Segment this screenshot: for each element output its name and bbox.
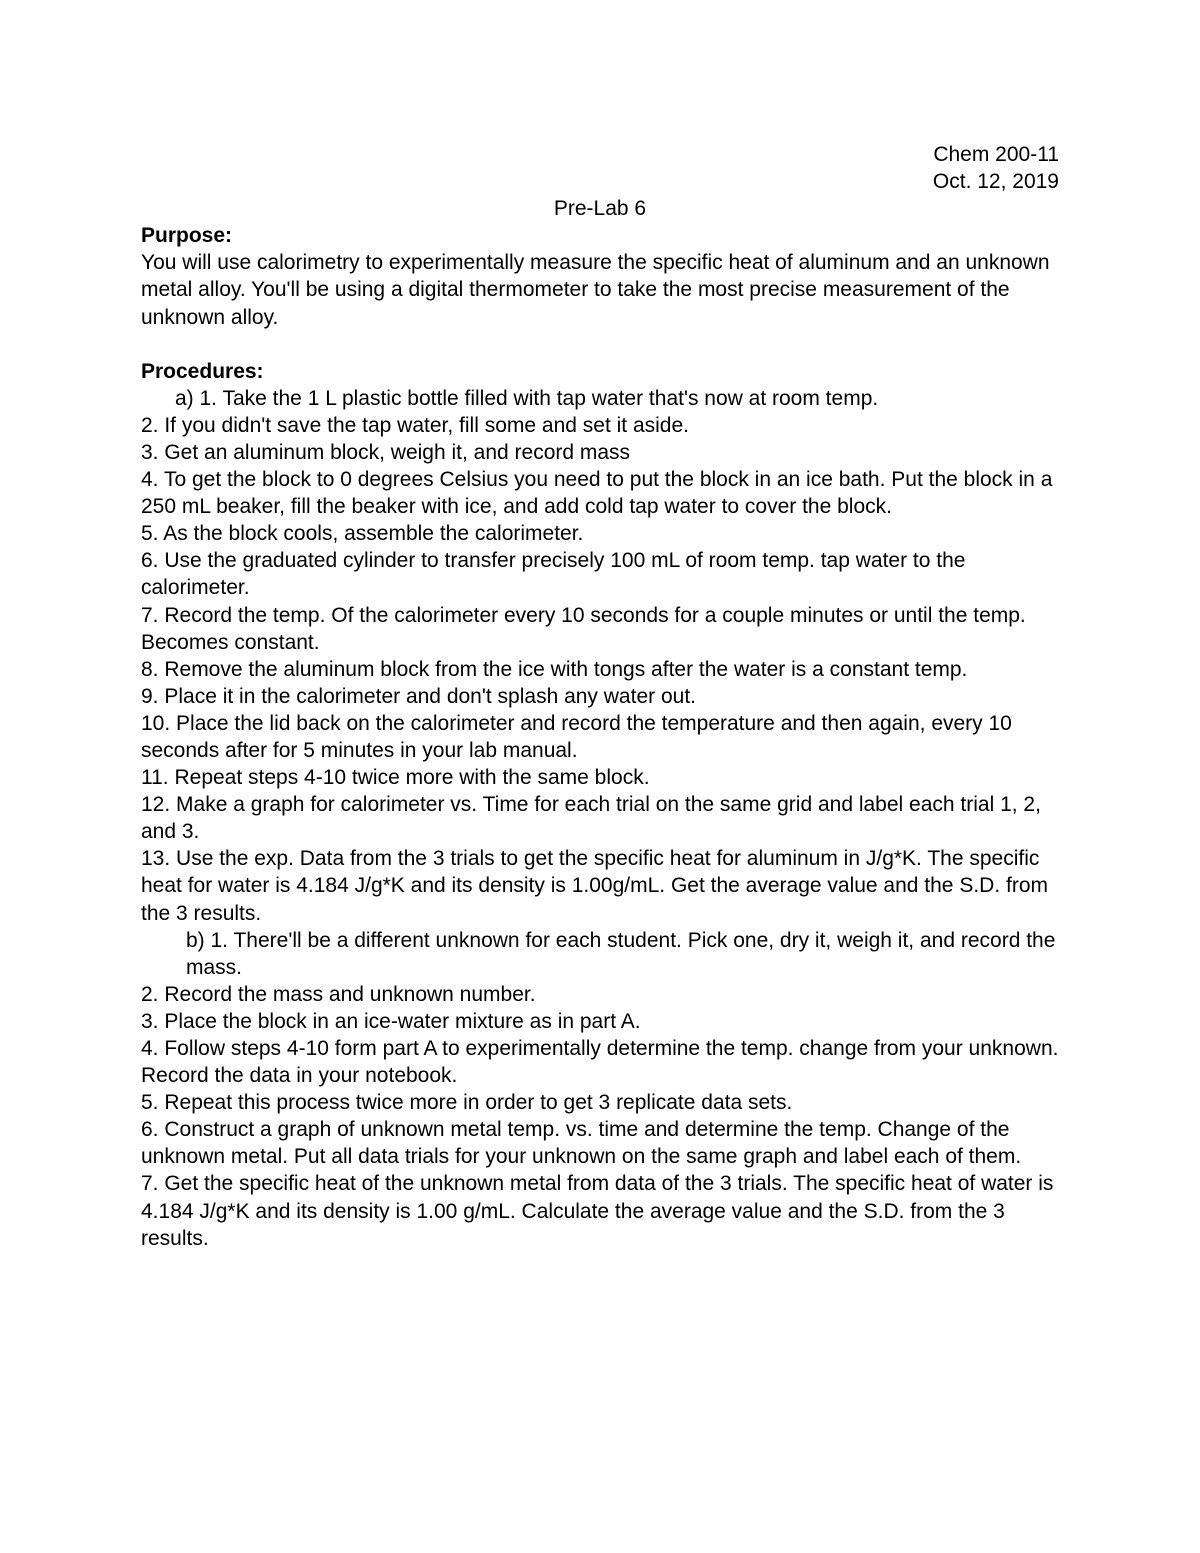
procedure-part-b bbox=[141, 927, 1059, 1252]
procedure-step-a6: 6. Use the graduated cylinder to transfer precisely 100 mL of room temp. tap water to the calorimeter. bbox=[141, 549, 966, 600]
header-course: Chem 200-11 bbox=[933, 143, 1059, 166]
procedure-step-b1: b) 1. There'll be a different unknown for each student. Pick one, dry it, weigh it, and record the mass. bbox=[186, 928, 1056, 979]
procedure-step-b5: 5. Repeat this process twice more in order to get 3 replicate data sets. bbox=[141, 1091, 793, 1115]
procedure-step-a1: a) 1. Take the 1 L plastic bottle filled with tap water that's now at room temp. bbox=[175, 386, 879, 410]
procedure-step-a5: 5. As the block cools, assemble the calorimeter. bbox=[141, 522, 584, 546]
procedure-step-a8: 8. Remove the aluminum block from the ice with tongs after the water is a constant temp. bbox=[141, 657, 968, 681]
procedure-step-a4: 4. To get the block to 0 degrees Celsius you need to put the block in an ice bath. Put the block in a 250 mL beaker, fill the beaker with ice, and add cold tap water to cover the block. bbox=[141, 468, 1053, 519]
procedures-heading: Procedures: bbox=[141, 359, 264, 383]
procedure-step-b6: 6. Construct a graph of unknown metal temp. vs. time and determine the temp. Change of the unknown metal. Put all data trials for your unknown on the same graph and label each of them. bbox=[141, 1118, 1022, 1169]
purpose-text: You will use calorimetry to experimentally measure the specific heat of aluminum and an unknown metal alloy. You'll be using a digital thermometer to take the most precise measurement of the unknown alloy. bbox=[141, 251, 1050, 329]
document-page bbox=[141, 141, 1059, 1252]
procedure-step-b3: 3. Place the block in an ice-water mixture as in part A. bbox=[141, 1009, 641, 1033]
procedure-step-a7: 7. Record the temp. Of the calorimeter every 10 seconds for a couple minutes or until the temp. Becomes constant. bbox=[141, 603, 1026, 654]
procedure-step-b2: 2. Record the mass and unknown number. bbox=[141, 982, 536, 1006]
procedure-step-a11: 11. Repeat steps 4-10 twice more with the same block. bbox=[141, 766, 650, 790]
procedure-step-a2: 2. If you didn't save the tap water, fill some and set it aside. bbox=[141, 413, 689, 437]
procedure-step-a13: 13. Use the exp. Data from the 3 trials to get the specific heat for aluminum in J/g*K. The specific heat for water is 4.184 J/g*K and its density is 1.00g/mL. Get the average value and the S.D. from the 3 results. bbox=[141, 847, 1048, 925]
procedure-step-a9: 9. Place it in the calorimeter and don't splash any water out. bbox=[141, 684, 696, 708]
procedure-step-a12: 12. Make a graph for calorimeter vs. Time for each trial on the same grid and label each trial 1, 2, and 3. bbox=[141, 793, 1041, 844]
section-spacer bbox=[141, 331, 1059, 358]
header-date: Oct. 12, 2019 bbox=[932, 170, 1059, 194]
procedure-step-a10: 10. Place the lid back on the calorimeter and record the temperature and then again, every 10 seconds after for 5 minutes in your lab manual. bbox=[141, 711, 1012, 762]
procedure-part-a bbox=[141, 385, 1059, 927]
procedure-step-b7: 7. Get the specific heat of the unknown metal from data of the 3 trials. The specific heat of water is 4.184 J/g*K and its density is 1.00 g/mL. Calculate the average value and the S.D. from the 3 results. bbox=[141, 1172, 1054, 1250]
procedure-step-b4: 4. Follow steps 4-10 form part A to experimentally determine the temp. change from your unknown. Record the data in your notebook. bbox=[141, 1037, 1059, 1088]
procedure-step-a3: 3. Get an aluminum block, weigh it, and record mass bbox=[141, 440, 631, 464]
document-title: Pre-Lab 6 bbox=[553, 197, 647, 221]
purpose-heading: Purpose: bbox=[141, 224, 233, 248]
